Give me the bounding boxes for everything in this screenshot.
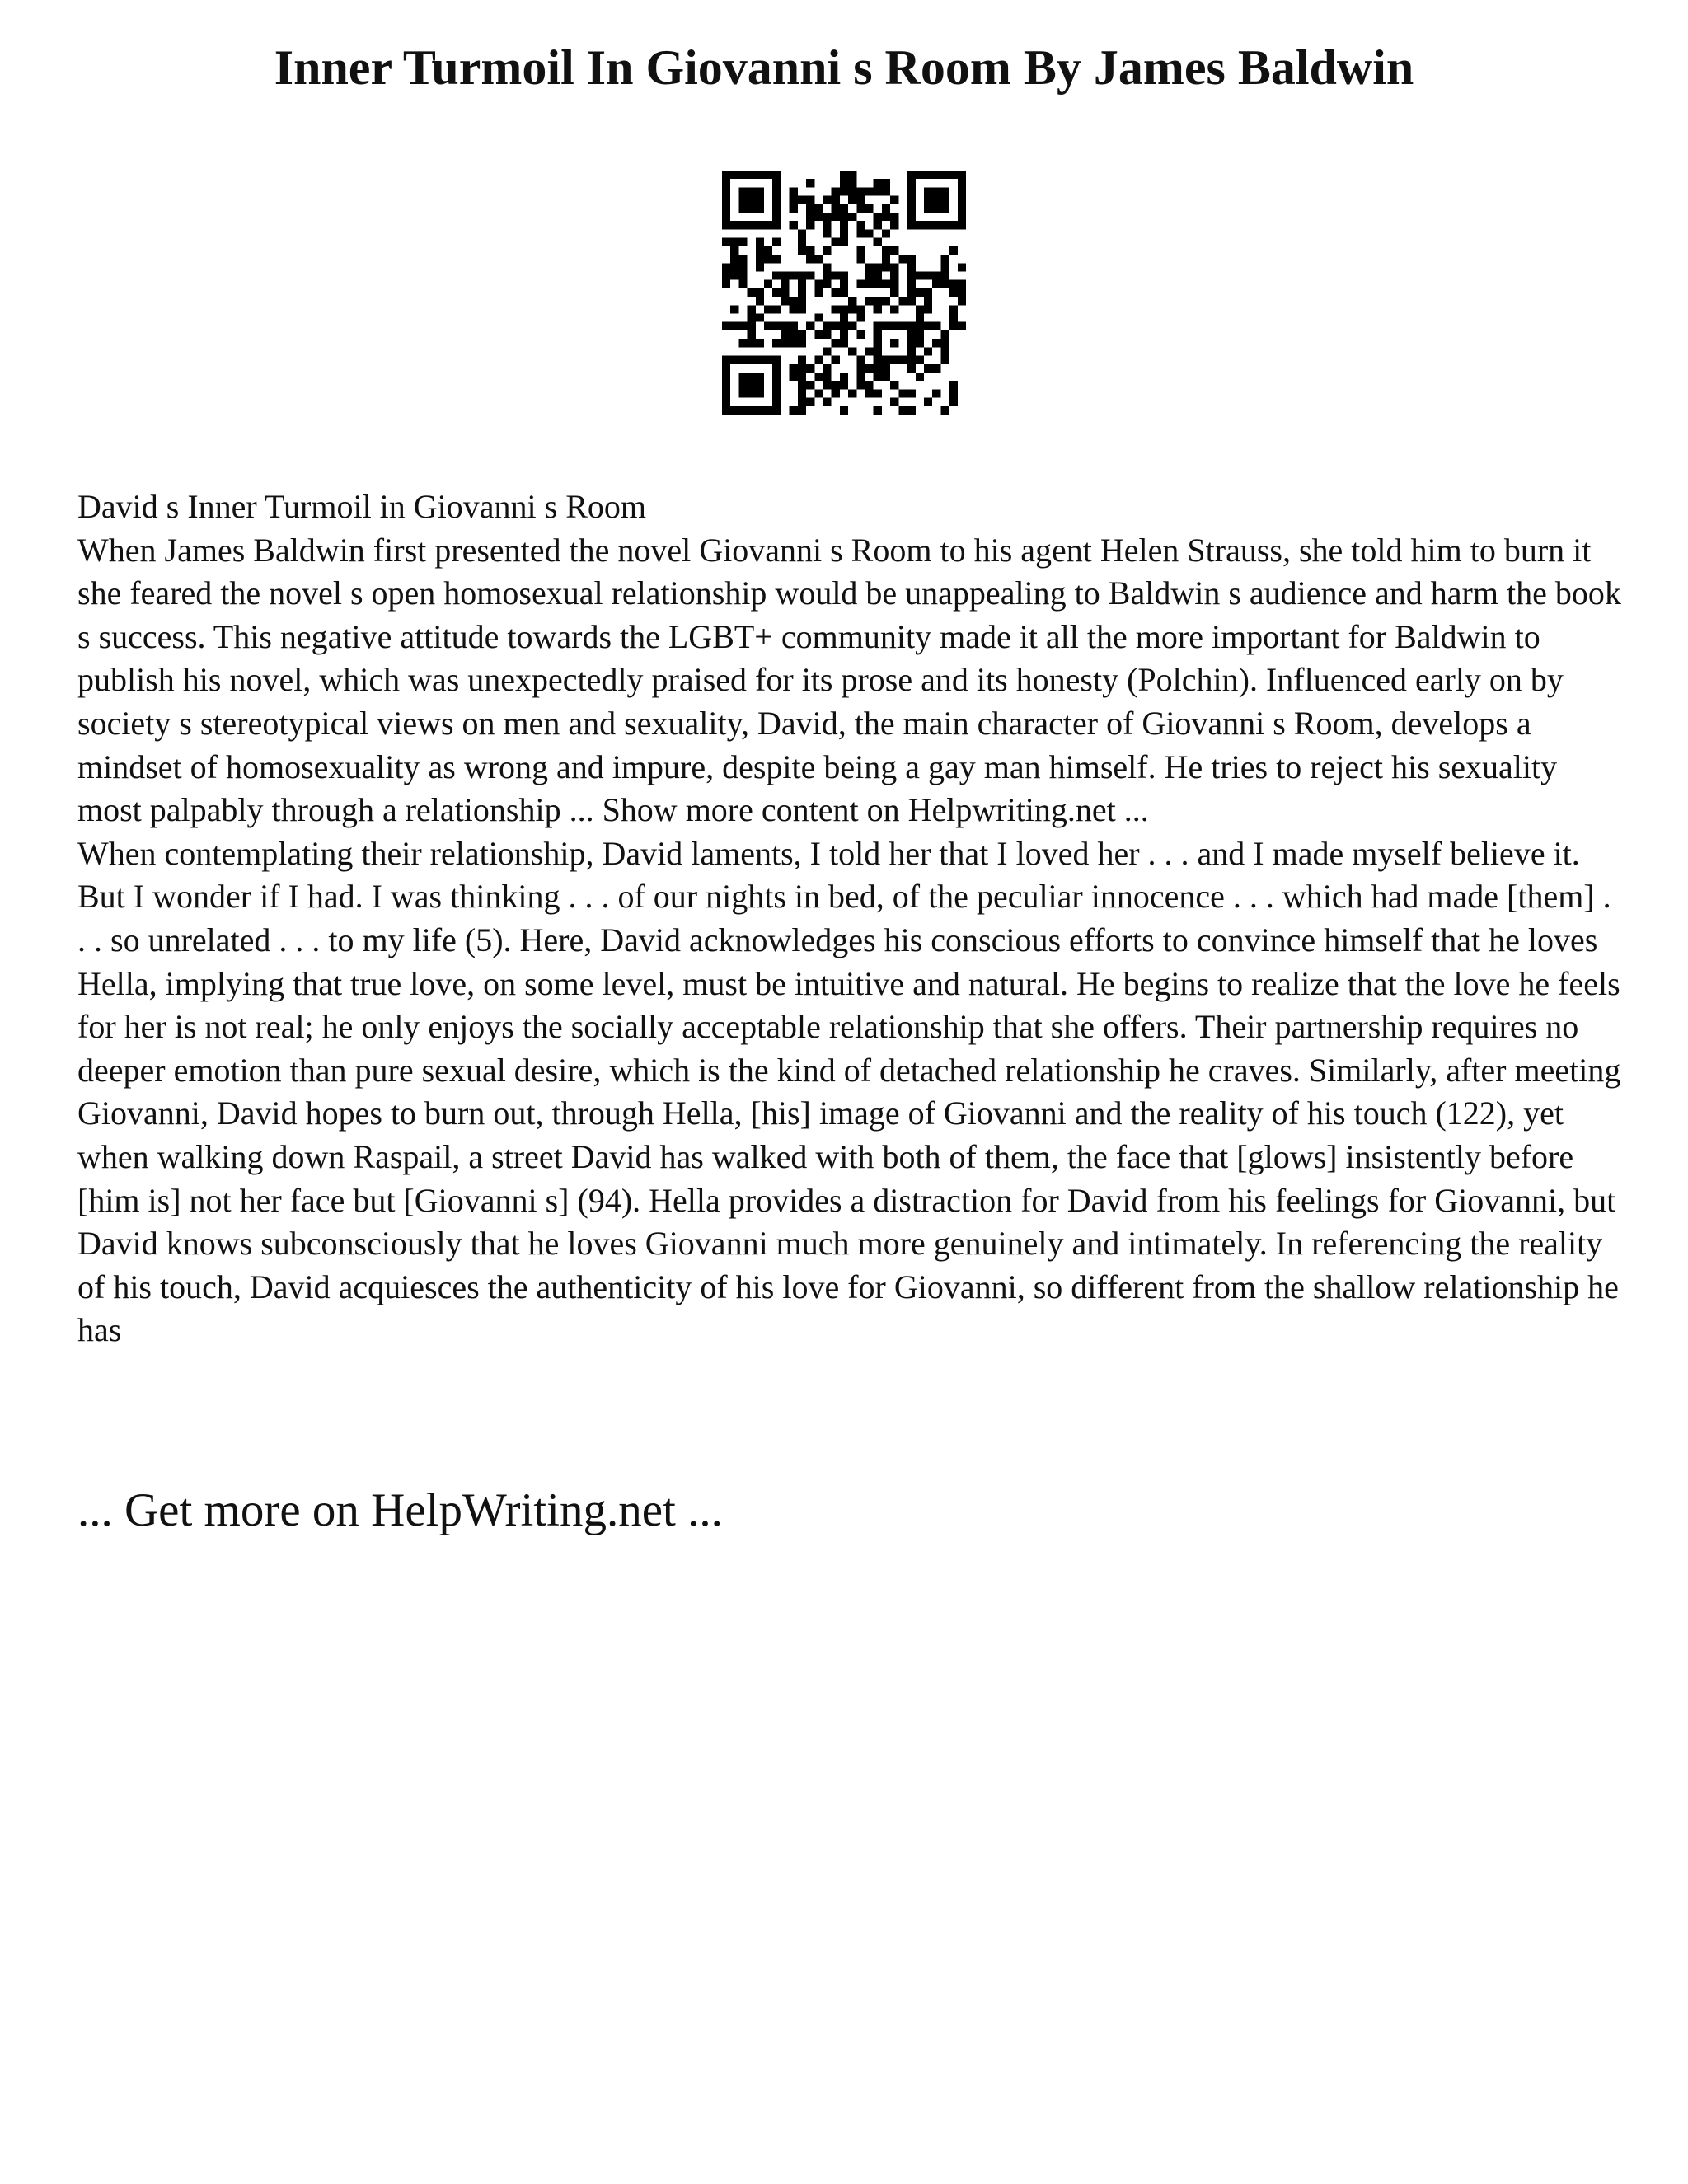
get-more-link[interactable]: ... Get more on HelpWriting.net ... <box>77 1484 723 1536</box>
article-subheading: David s Inner Turmoil in Giovanni s Room <box>77 488 647 525</box>
qr-code-icon <box>722 171 966 415</box>
article-paragraph-1: When James Baldwin first presented the novel Giovanni s Room to his agent Helen Strauss, she told him to burn it she feared the novel s open homosexual relationship would be unappealing to Baldwin s audience and harm the book s success. This negative attitude towards the LGBT+ community made it all the more important for Baldwin to publish his novel, which was unexpectedly praised for its prose and its honesty (Polchin). Influenced early on by society s stereotypical views on men and sexuality, David, the main character of Giovanni s Room, develops a mindset of homosexuality as wrong and impure, despite being a gay man himself. He tries to reject his sexuality most palpably through a relationship ... Show more content on Helpwriting.net ... <box>77 531 1621 829</box>
document-title: Inner Turmoil In Giovanni s Room By James Baldwin <box>274 40 1414 95</box>
article-paragraph-2: When contemplating their relationship, David laments, I told her that I loved her . . . and I made myself believe it. But I wonder if I had. I was thinking . . . of our nights in bed, of the peculiar innocence . . . which had made [them] . . . so unrelated . . . to my life (5). Here, David acknowledges his conscious efforts to convince himself that he loves Hella, implying that true love, on some level, must be intuitive and natural. He begins to realize that the love he feels for her is not real; he only enjoys the socially acceptable relationship that she offers. Their partnership requires no deeper emotion than pure sexual desire, which is the kind of detached relationship he craves. Similarly, after meeting Giovanni, David hopes to burn out, through Hella, [his] image of Giovanni and the reality of his touch (122), yet when walking down Raspail, a street David has walked with both of them, the face that [glows] insistently before [him is] not her face but [Giovanni s] (94). Hella provides a distraction for David from his feelings for Giovanni, but David knows subconsciously that he loves Giovanni much more genuinely and intimately. In referencing the reality of his touch, David acquiesces the authenticity of his love for Giovanni, so different from the shallow relationship he has <box>77 834 1621 1349</box>
article-body <box>77 485 1627 1352</box>
